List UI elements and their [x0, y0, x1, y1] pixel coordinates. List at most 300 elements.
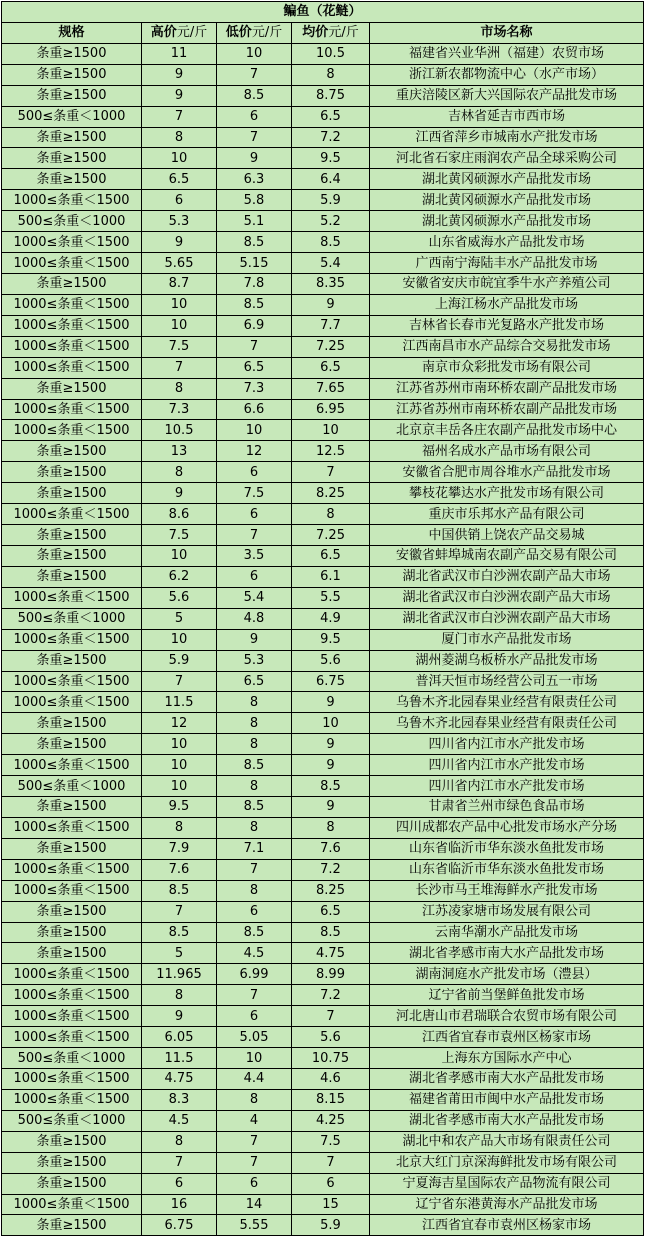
table-row — [2, 1173, 644, 1194]
cell-high: 10 — [142, 734, 217, 755]
cell-avg: 6.5 — [292, 901, 370, 922]
cell-high: 6 — [142, 1173, 217, 1194]
table-body — [2, 43, 644, 1236]
cell-high: 10 — [142, 776, 217, 797]
cell-spec: 条重≥1500 — [2, 148, 142, 169]
cell-high: 7 — [142, 901, 217, 922]
cell-low: 5.4 — [217, 587, 292, 608]
cell-market: 湖南洞庭水产批发市场（澧县） — [370, 964, 644, 985]
cell-spec: 1000≤条重＜1500 — [2, 1089, 142, 1110]
cell-spec: 1000≤条重＜1500 — [2, 357, 142, 378]
title-row — [2, 2, 644, 23]
cell-market: 北京京丰岳各庄农副产品批发市场中心 — [370, 420, 644, 441]
cell-high: 9 — [142, 483, 217, 504]
header-spec: 规格 — [2, 22, 142, 43]
cell-high: 8 — [142, 985, 217, 1006]
cell-market: 吉林省长春市光复路水产批发市场 — [370, 315, 644, 336]
cell-spec: 1000≤条重＜1500 — [2, 880, 142, 901]
cell-market: 湖北省孝感市南大水产品批发市场 — [370, 1110, 644, 1131]
cell-spec: 500≤条重＜1000 — [2, 1048, 142, 1069]
header-high — [142, 22, 217, 43]
table-row — [2, 1048, 644, 1069]
cell-low: 4.4 — [217, 1069, 292, 1090]
cell-market: 乌鲁木齐北园春果业经营有限责任公司 — [370, 692, 644, 713]
cell-spec: 条重≥1500 — [2, 566, 142, 587]
cell-high: 7.9 — [142, 838, 217, 859]
cell-high: 6.2 — [142, 566, 217, 587]
cell-avg: 5.9 — [292, 190, 370, 211]
cell-market: 长沙市马王堆海鲜水产批发市场 — [370, 880, 644, 901]
table-row — [2, 127, 644, 148]
cell-high: 9.5 — [142, 797, 217, 818]
cell-high: 5.6 — [142, 587, 217, 608]
header-high-label: 高价 — [150, 25, 177, 41]
cell-market: 湖北黄冈硕源水产品批发市场 — [370, 169, 644, 190]
table-row — [2, 315, 644, 336]
table-row — [2, 545, 644, 566]
cell-high: 4.75 — [142, 1069, 217, 1090]
cell-spec: 条重≥1500 — [2, 462, 142, 483]
cell-spec: 1000≤条重＜1500 — [2, 232, 142, 253]
table-row — [2, 776, 644, 797]
cell-low: 8 — [217, 776, 292, 797]
table-row — [2, 273, 644, 294]
cell-high: 12 — [142, 713, 217, 734]
cell-avg: 6.95 — [292, 399, 370, 420]
cell-market: 湖北省孝感市南大水产品批发市场 — [370, 1069, 644, 1090]
table-row — [2, 838, 644, 859]
cell-avg: 7.6 — [292, 838, 370, 859]
cell-high: 11.5 — [142, 1048, 217, 1069]
cell-market: 重庆涪陵区新大兴国际农产品批发市场 — [370, 85, 644, 106]
cell-avg: 6.1 — [292, 566, 370, 587]
cell-avg: 9 — [292, 797, 370, 818]
cell-market: 上海东方国际水产中心 — [370, 1048, 644, 1069]
table-row — [2, 1215, 644, 1236]
cell-high: 8.6 — [142, 504, 217, 525]
cell-spec: 1000≤条重＜1500 — [2, 629, 142, 650]
cell-spec: 500≤条重＜1000 — [2, 1110, 142, 1131]
header-avg — [292, 22, 370, 43]
cell-spec: 1000≤条重＜1500 — [2, 587, 142, 608]
table-row — [2, 1131, 644, 1152]
cell-spec: 1000≤条重＜1500 — [2, 859, 142, 880]
table-row — [2, 859, 644, 880]
cell-avg: 9.5 — [292, 148, 370, 169]
cell-avg: 9 — [292, 294, 370, 315]
cell-low: 5.1 — [217, 211, 292, 232]
table-row — [2, 1194, 644, 1215]
cell-spec: 条重≥1500 — [2, 1173, 142, 1194]
cell-avg: 8.25 — [292, 483, 370, 504]
cell-low: 8 — [217, 734, 292, 755]
cell-spec: 条重≥1500 — [2, 943, 142, 964]
cell-avg: 9 — [292, 755, 370, 776]
cell-avg: 7 — [292, 462, 370, 483]
table-row — [2, 190, 644, 211]
cell-avg: 7.2 — [292, 859, 370, 880]
cell-low: 8.5 — [217, 755, 292, 776]
cell-spec: 1000≤条重＜1500 — [2, 336, 142, 357]
table-row — [2, 671, 644, 692]
cell-avg: 7.2 — [292, 985, 370, 1006]
cell-high: 8.7 — [142, 273, 217, 294]
cell-avg: 5.2 — [292, 211, 370, 232]
cell-spec: 条重≥1500 — [2, 525, 142, 546]
cell-low: 7 — [217, 985, 292, 1006]
cell-market: 云南华潮水产品批发市场 — [370, 922, 644, 943]
cell-low: 8.5 — [217, 232, 292, 253]
cell-avg: 6.5 — [292, 106, 370, 127]
cell-market: 吉林省延吉市西市场 — [370, 106, 644, 127]
cell-spec: 1000≤条重＜1500 — [2, 964, 142, 985]
cell-low: 12 — [217, 441, 292, 462]
cell-market: 江苏省苏州市南环桥农副产品批发市场 — [370, 399, 644, 420]
header-low — [217, 22, 292, 43]
cell-spec: 条重≥1500 — [2, 650, 142, 671]
cell-avg: 6.5 — [292, 545, 370, 566]
header-low-label: 低价 — [225, 25, 252, 41]
header-avg-unit: 元/斤 — [328, 25, 359, 41]
table-row — [2, 692, 644, 713]
cell-market: 四川省内江市水产批发市场 — [370, 734, 644, 755]
cell-spec: 条重≥1500 — [2, 838, 142, 859]
cell-spec: 1000≤条重＜1500 — [2, 399, 142, 420]
cell-high: 7.6 — [142, 859, 217, 880]
cell-high: 8.5 — [142, 880, 217, 901]
table-row — [2, 901, 644, 922]
cell-market: 四川省内江市水产批发市场 — [370, 776, 644, 797]
cell-spec: 条重≥1500 — [2, 483, 142, 504]
cell-high: 8 — [142, 127, 217, 148]
cell-low: 6 — [217, 566, 292, 587]
cell-low: 8 — [217, 880, 292, 901]
table-row — [2, 169, 644, 190]
cell-high: 7 — [142, 1152, 217, 1173]
cell-spec: 条重≥1500 — [2, 169, 142, 190]
cell-high: 10 — [142, 629, 217, 650]
header-market: 市场名称 — [370, 22, 644, 43]
cell-market: 四川成都农产品中心批发市场水产分场 — [370, 817, 644, 838]
table-row — [2, 964, 644, 985]
table-row — [2, 734, 644, 755]
cell-low: 5.05 — [217, 1027, 292, 1048]
cell-avg: 4.6 — [292, 1069, 370, 1090]
cell-low: 7 — [217, 859, 292, 880]
cell-avg: 5.9 — [292, 1215, 370, 1236]
cell-avg: 6.5 — [292, 357, 370, 378]
cell-low: 6 — [217, 504, 292, 525]
cell-avg: 5.5 — [292, 587, 370, 608]
table-row — [2, 713, 644, 734]
cell-spec: 条重≥1500 — [2, 545, 142, 566]
cell-low: 7 — [217, 525, 292, 546]
cell-market: 湖北中和农产品大市场有限责任公司 — [370, 1131, 644, 1152]
cell-high: 9 — [142, 64, 217, 85]
cell-low: 8.5 — [217, 85, 292, 106]
cell-high: 11.5 — [142, 692, 217, 713]
cell-market: 湖北省武汉市白沙洲农副产品大市场 — [370, 608, 644, 629]
header-avg-label: 均价 — [302, 25, 329, 41]
cell-high: 7.5 — [142, 525, 217, 546]
cell-market: 广西南宁海陆丰水产品批发市场 — [370, 253, 644, 274]
cell-spec: 500≤条重＜1000 — [2, 106, 142, 127]
table-row — [2, 1069, 644, 1090]
cell-market: 宁夏海吉星国际农产品物流有限公司 — [370, 1173, 644, 1194]
cell-high: 11.965 — [142, 964, 217, 985]
cell-spec: 条重≥1500 — [2, 378, 142, 399]
cell-spec: 条重≥1500 — [2, 127, 142, 148]
cell-avg: 7.7 — [292, 315, 370, 336]
cell-market: 中国供销上饶农产品交易城 — [370, 525, 644, 546]
cell-avg: 8.35 — [292, 273, 370, 294]
table-row — [2, 755, 644, 776]
table-row — [2, 922, 644, 943]
table-row — [2, 441, 644, 462]
cell-low: 8 — [217, 1089, 292, 1110]
table-row — [2, 64, 644, 85]
cell-low: 7 — [217, 1131, 292, 1152]
cell-avg: 10.75 — [292, 1048, 370, 1069]
cell-high: 8 — [142, 817, 217, 838]
cell-avg: 8.75 — [292, 85, 370, 106]
table-row — [2, 650, 644, 671]
table-row — [2, 462, 644, 483]
table-row — [2, 1027, 644, 1048]
cell-high: 5.65 — [142, 253, 217, 274]
cell-spec: 1000≤条重＜1500 — [2, 985, 142, 1006]
cell-spec: 条重≥1500 — [2, 1152, 142, 1173]
cell-spec: 1000≤条重＜1500 — [2, 1027, 142, 1048]
cell-high: 5 — [142, 608, 217, 629]
cell-market: 福建省莆田市闽中水产品批发市场 — [370, 1089, 644, 1110]
table-row — [2, 211, 644, 232]
cell-low: 6 — [217, 1006, 292, 1027]
cell-avg: 10 — [292, 420, 370, 441]
table-row — [2, 43, 644, 64]
table-row — [2, 1089, 644, 1110]
cell-market: 湖北省武汉市白沙洲农副产品大市场 — [370, 566, 644, 587]
cell-low: 10 — [217, 420, 292, 441]
cell-high: 7 — [142, 357, 217, 378]
cell-high: 6.05 — [142, 1027, 217, 1048]
table-row — [2, 378, 644, 399]
table-row — [2, 420, 644, 441]
cell-spec: 条重≥1500 — [2, 273, 142, 294]
table-row — [2, 880, 644, 901]
table-row — [2, 483, 644, 504]
cell-market: 湖州菱湖乌板桥水产品批发市场 — [370, 650, 644, 671]
cell-market: 河北唐山市君瑞联合农贸市场有限公司 — [370, 1006, 644, 1027]
table-row — [2, 943, 644, 964]
cell-avg: 8.5 — [292, 232, 370, 253]
cell-spec: 500≤条重＜1000 — [2, 211, 142, 232]
cell-low: 4.8 — [217, 608, 292, 629]
cell-high: 8.3 — [142, 1089, 217, 1110]
table-row — [2, 148, 644, 169]
cell-spec: 1000≤条重＜1500 — [2, 315, 142, 336]
cell-avg: 9.5 — [292, 629, 370, 650]
header-high-unit: 元/斤 — [176, 25, 208, 41]
cell-high: 8 — [142, 378, 217, 399]
cell-market: 乌鲁木齐北园春果业经营有限责任公司 — [370, 713, 644, 734]
cell-avg: 8.99 — [292, 964, 370, 985]
cell-low: 10 — [217, 43, 292, 64]
cell-market: 浙江新农都物流中心（水产市场） — [370, 64, 644, 85]
cell-avg: 6 — [292, 1173, 370, 1194]
cell-spec: 1000≤条重＜1500 — [2, 294, 142, 315]
header-row — [2, 22, 644, 43]
cell-market: 福州名成水产品市场有限公司 — [370, 441, 644, 462]
cell-market: 厦门市水产品批发市场 — [370, 629, 644, 650]
cell-avg: 8.25 — [292, 880, 370, 901]
cell-high: 4.5 — [142, 1110, 217, 1131]
cell-spec: 1000≤条重＜1500 — [2, 755, 142, 776]
cell-low: 6.3 — [217, 169, 292, 190]
cell-low: 5.3 — [217, 650, 292, 671]
cell-spec: 1000≤条重＜1500 — [2, 817, 142, 838]
table-row — [2, 294, 644, 315]
cell-low: 8.5 — [217, 294, 292, 315]
cell-avg: 9 — [292, 734, 370, 755]
cell-market: 湖北黄冈硕源水产品批发市场 — [370, 211, 644, 232]
cell-avg: 8 — [292, 817, 370, 838]
cell-low: 9 — [217, 629, 292, 650]
cell-low: 5.55 — [217, 1215, 292, 1236]
cell-avg: 6.75 — [292, 671, 370, 692]
cell-low: 6.5 — [217, 357, 292, 378]
cell-market: 安徽省合肥市周谷堆水产品批发市场 — [370, 462, 644, 483]
table-row — [2, 608, 644, 629]
cell-high: 7.5 — [142, 336, 217, 357]
cell-low: 8.5 — [217, 797, 292, 818]
cell-market: 福建省兴业华洲（福建）农贸市场 — [370, 43, 644, 64]
cell-low: 8 — [217, 692, 292, 713]
cell-high: 10 — [142, 755, 217, 776]
cell-high: 5.9 — [142, 650, 217, 671]
cell-avg: 10 — [292, 713, 370, 734]
cell-market: 江苏凌家塘市场发展有限公司 — [370, 901, 644, 922]
cell-avg: 8.5 — [292, 776, 370, 797]
table-row — [2, 504, 644, 525]
cell-spec: 条重≥1500 — [2, 64, 142, 85]
cell-low: 9 — [217, 148, 292, 169]
cell-high: 6.75 — [142, 1215, 217, 1236]
cell-spec: 1000≤条重＜1500 — [2, 190, 142, 211]
cell-spec: 条重≥1500 — [2, 85, 142, 106]
cell-avg: 4.25 — [292, 1110, 370, 1131]
table-row — [2, 985, 644, 1006]
table-row — [2, 525, 644, 546]
header-low-unit: 元/斤 — [251, 25, 283, 41]
cell-low: 7 — [217, 127, 292, 148]
cell-market: 江西省宜春市袁州区杨家市场 — [370, 1027, 644, 1048]
cell-spec: 1000≤条重＜1500 — [2, 671, 142, 692]
cell-market: 山东省临沂市华东淡水鱼批发市场 — [370, 859, 644, 880]
cell-market: 北京大红门京深海鲜批发市场有限公司 — [370, 1152, 644, 1173]
cell-spec: 1000≤条重＜1500 — [2, 1006, 142, 1027]
cell-low: 7.1 — [217, 838, 292, 859]
cell-market: 湖北省孝感市南大水产品批发市场 — [370, 943, 644, 964]
cell-high: 10.5 — [142, 420, 217, 441]
cell-low: 6 — [217, 901, 292, 922]
cell-high: 9 — [142, 232, 217, 253]
table-row — [2, 566, 644, 587]
cell-spec: 条重≥1500 — [2, 1215, 142, 1236]
cell-market: 重庆市乐邦水产品有限公司 — [370, 504, 644, 525]
cell-low: 7 — [217, 1152, 292, 1173]
cell-low: 6 — [217, 106, 292, 127]
cell-market: 湖北省武汉市白沙洲农副产品大市场 — [370, 587, 644, 608]
cell-market: 上海江杨水产品批发市场 — [370, 294, 644, 315]
cell-low: 8 — [217, 713, 292, 734]
cell-high: 8 — [142, 1131, 217, 1152]
cell-market: 山东省威海水产品批发市场 — [370, 232, 644, 253]
cell-avg: 5.6 — [292, 1027, 370, 1048]
cell-low: 14 — [217, 1194, 292, 1215]
table-row — [2, 85, 644, 106]
table-row — [2, 1006, 644, 1027]
cell-low: 6.6 — [217, 399, 292, 420]
table-row — [2, 232, 644, 253]
cell-high: 5.3 — [142, 211, 217, 232]
cell-low: 6 — [217, 1173, 292, 1194]
cell-spec: 1000≤条重＜1500 — [2, 253, 142, 274]
cell-spec: 条重≥1500 — [2, 901, 142, 922]
cell-high: 10 — [142, 294, 217, 315]
cell-low: 8.5 — [217, 922, 292, 943]
table-row — [2, 629, 644, 650]
cell-spec: 条重≥1500 — [2, 922, 142, 943]
cell-avg: 7.25 — [292, 525, 370, 546]
cell-market: 河北省石家庄雨润农产品全球采购公司 — [370, 148, 644, 169]
cell-market: 安徽省蚌埠城南农副产品交易有限公司 — [370, 545, 644, 566]
cell-avg: 8 — [292, 64, 370, 85]
cell-avg: 8.15 — [292, 1089, 370, 1110]
cell-spec: 条重≥1500 — [2, 43, 142, 64]
cell-low: 5.15 — [217, 253, 292, 274]
cell-avg: 15 — [292, 1194, 370, 1215]
cell-spec: 条重≥1500 — [2, 734, 142, 755]
cell-avg: 7 — [292, 1152, 370, 1173]
cell-spec: 1000≤条重＜1500 — [2, 504, 142, 525]
cell-avg: 8 — [292, 504, 370, 525]
cell-spec: 1000≤条重＜1500 — [2, 420, 142, 441]
cell-avg: 4.9 — [292, 608, 370, 629]
cell-low: 5.8 — [217, 190, 292, 211]
cell-market: 湖北黄冈硕源水产品批发市场 — [370, 190, 644, 211]
cell-avg: 8.5 — [292, 922, 370, 943]
cell-high: 6.5 — [142, 169, 217, 190]
cell-low: 6.9 — [217, 315, 292, 336]
cell-market: 辽宁省东港黄海水产品批发市场 — [370, 1194, 644, 1215]
price-table — [1, 1, 644, 1236]
table-row — [2, 1110, 644, 1131]
cell-high: 5 — [142, 943, 217, 964]
table-row — [2, 817, 644, 838]
cell-avg: 4.75 — [292, 943, 370, 964]
cell-avg: 10.5 — [292, 43, 370, 64]
cell-avg: 5.4 — [292, 253, 370, 274]
table-row — [2, 1152, 644, 1173]
cell-high: 7 — [142, 106, 217, 127]
cell-avg: 7.5 — [292, 1131, 370, 1152]
cell-market: 安徽省安庆市皖宜季牛水产养殖公司 — [370, 273, 644, 294]
cell-spec: 500≤条重＜1000 — [2, 608, 142, 629]
cell-market: 甘肃省兰州市绿色食品市场 — [370, 797, 644, 818]
cell-high: 9 — [142, 1006, 217, 1027]
cell-low: 8 — [217, 817, 292, 838]
